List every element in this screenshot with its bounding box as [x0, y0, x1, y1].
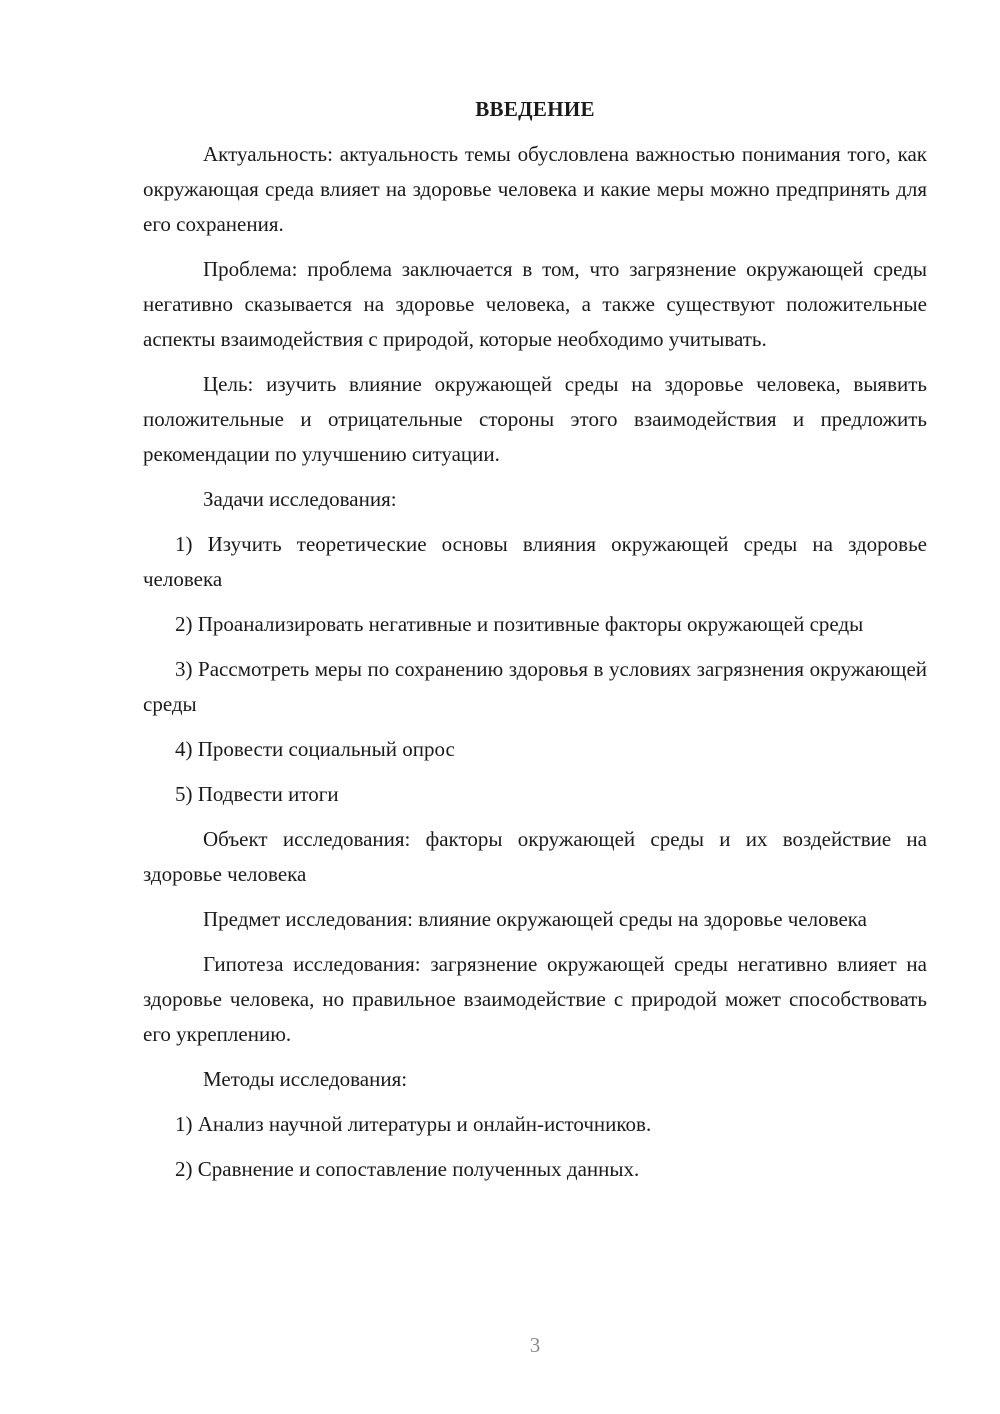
method-item-2: 2) Сравнение и сопоставление полученных данных. — [175, 1157, 640, 1181]
document-page — [143, 92, 927, 1197]
object-paragraph: Объект исследования: факторы окружающей среды и их воздействие на здоровье человека — [143, 827, 927, 886]
problem-paragraph: Проблема: проблема заключается в том, что загрязнение окружающей среды негативно сказывается на здоровье человека, а также существуют положительные аспекты взаимодействия с природой, которые необходимо учитывать. — [143, 257, 927, 351]
methods-heading: Методы исследования: — [203, 1067, 408, 1091]
task-item-3: 3) Рассмотреть меры по сохранению здоровья в условиях загрязнения окружающей среды — [143, 657, 927, 716]
task-item-5: 5) Подвести итоги — [175, 782, 339, 806]
page-number: 3 — [529, 1333, 541, 1357]
hypothesis-paragraph: Гипотеза исследования: загрязнение окружающей среды негативно влияет на здоровье человека, но правильное взаимодействие с природой может способствовать его укреплению. — [143, 952, 927, 1046]
task-item-4: 4) Провести социальный опрос — [175, 737, 455, 761]
task-item-2: 2) Проанализировать негативные и позитивные факторы окружающей среды — [175, 612, 864, 636]
goal-paragraph: Цель: изучить влияние окружающей среды на здоровье человека, выявить положительные и отрицательные стороны этого взаимодействия и предложить рекомендации по улучшению ситуации. — [143, 372, 927, 466]
subject-paragraph: Предмет исследования: влияние окружающей среды на здоровье человека — [203, 907, 867, 931]
tasks-heading: Задачи исследования: — [203, 487, 397, 511]
relevance-paragraph: Актуальность: актуальность темы обусловлена важностью понимания того, как окружающая среда влияет на здоровье человека и какие меры можно предпринять для его сохранения. — [143, 142, 927, 236]
method-item-1: 1) Анализ научной литературы и онлайн-источников. — [175, 1112, 652, 1136]
task-item-1: 1) Изучить теоретические основы влияния окружающей среды на здоровье человека — [143, 532, 927, 591]
section-title: ВВЕДЕНИЕ — [475, 97, 595, 121]
